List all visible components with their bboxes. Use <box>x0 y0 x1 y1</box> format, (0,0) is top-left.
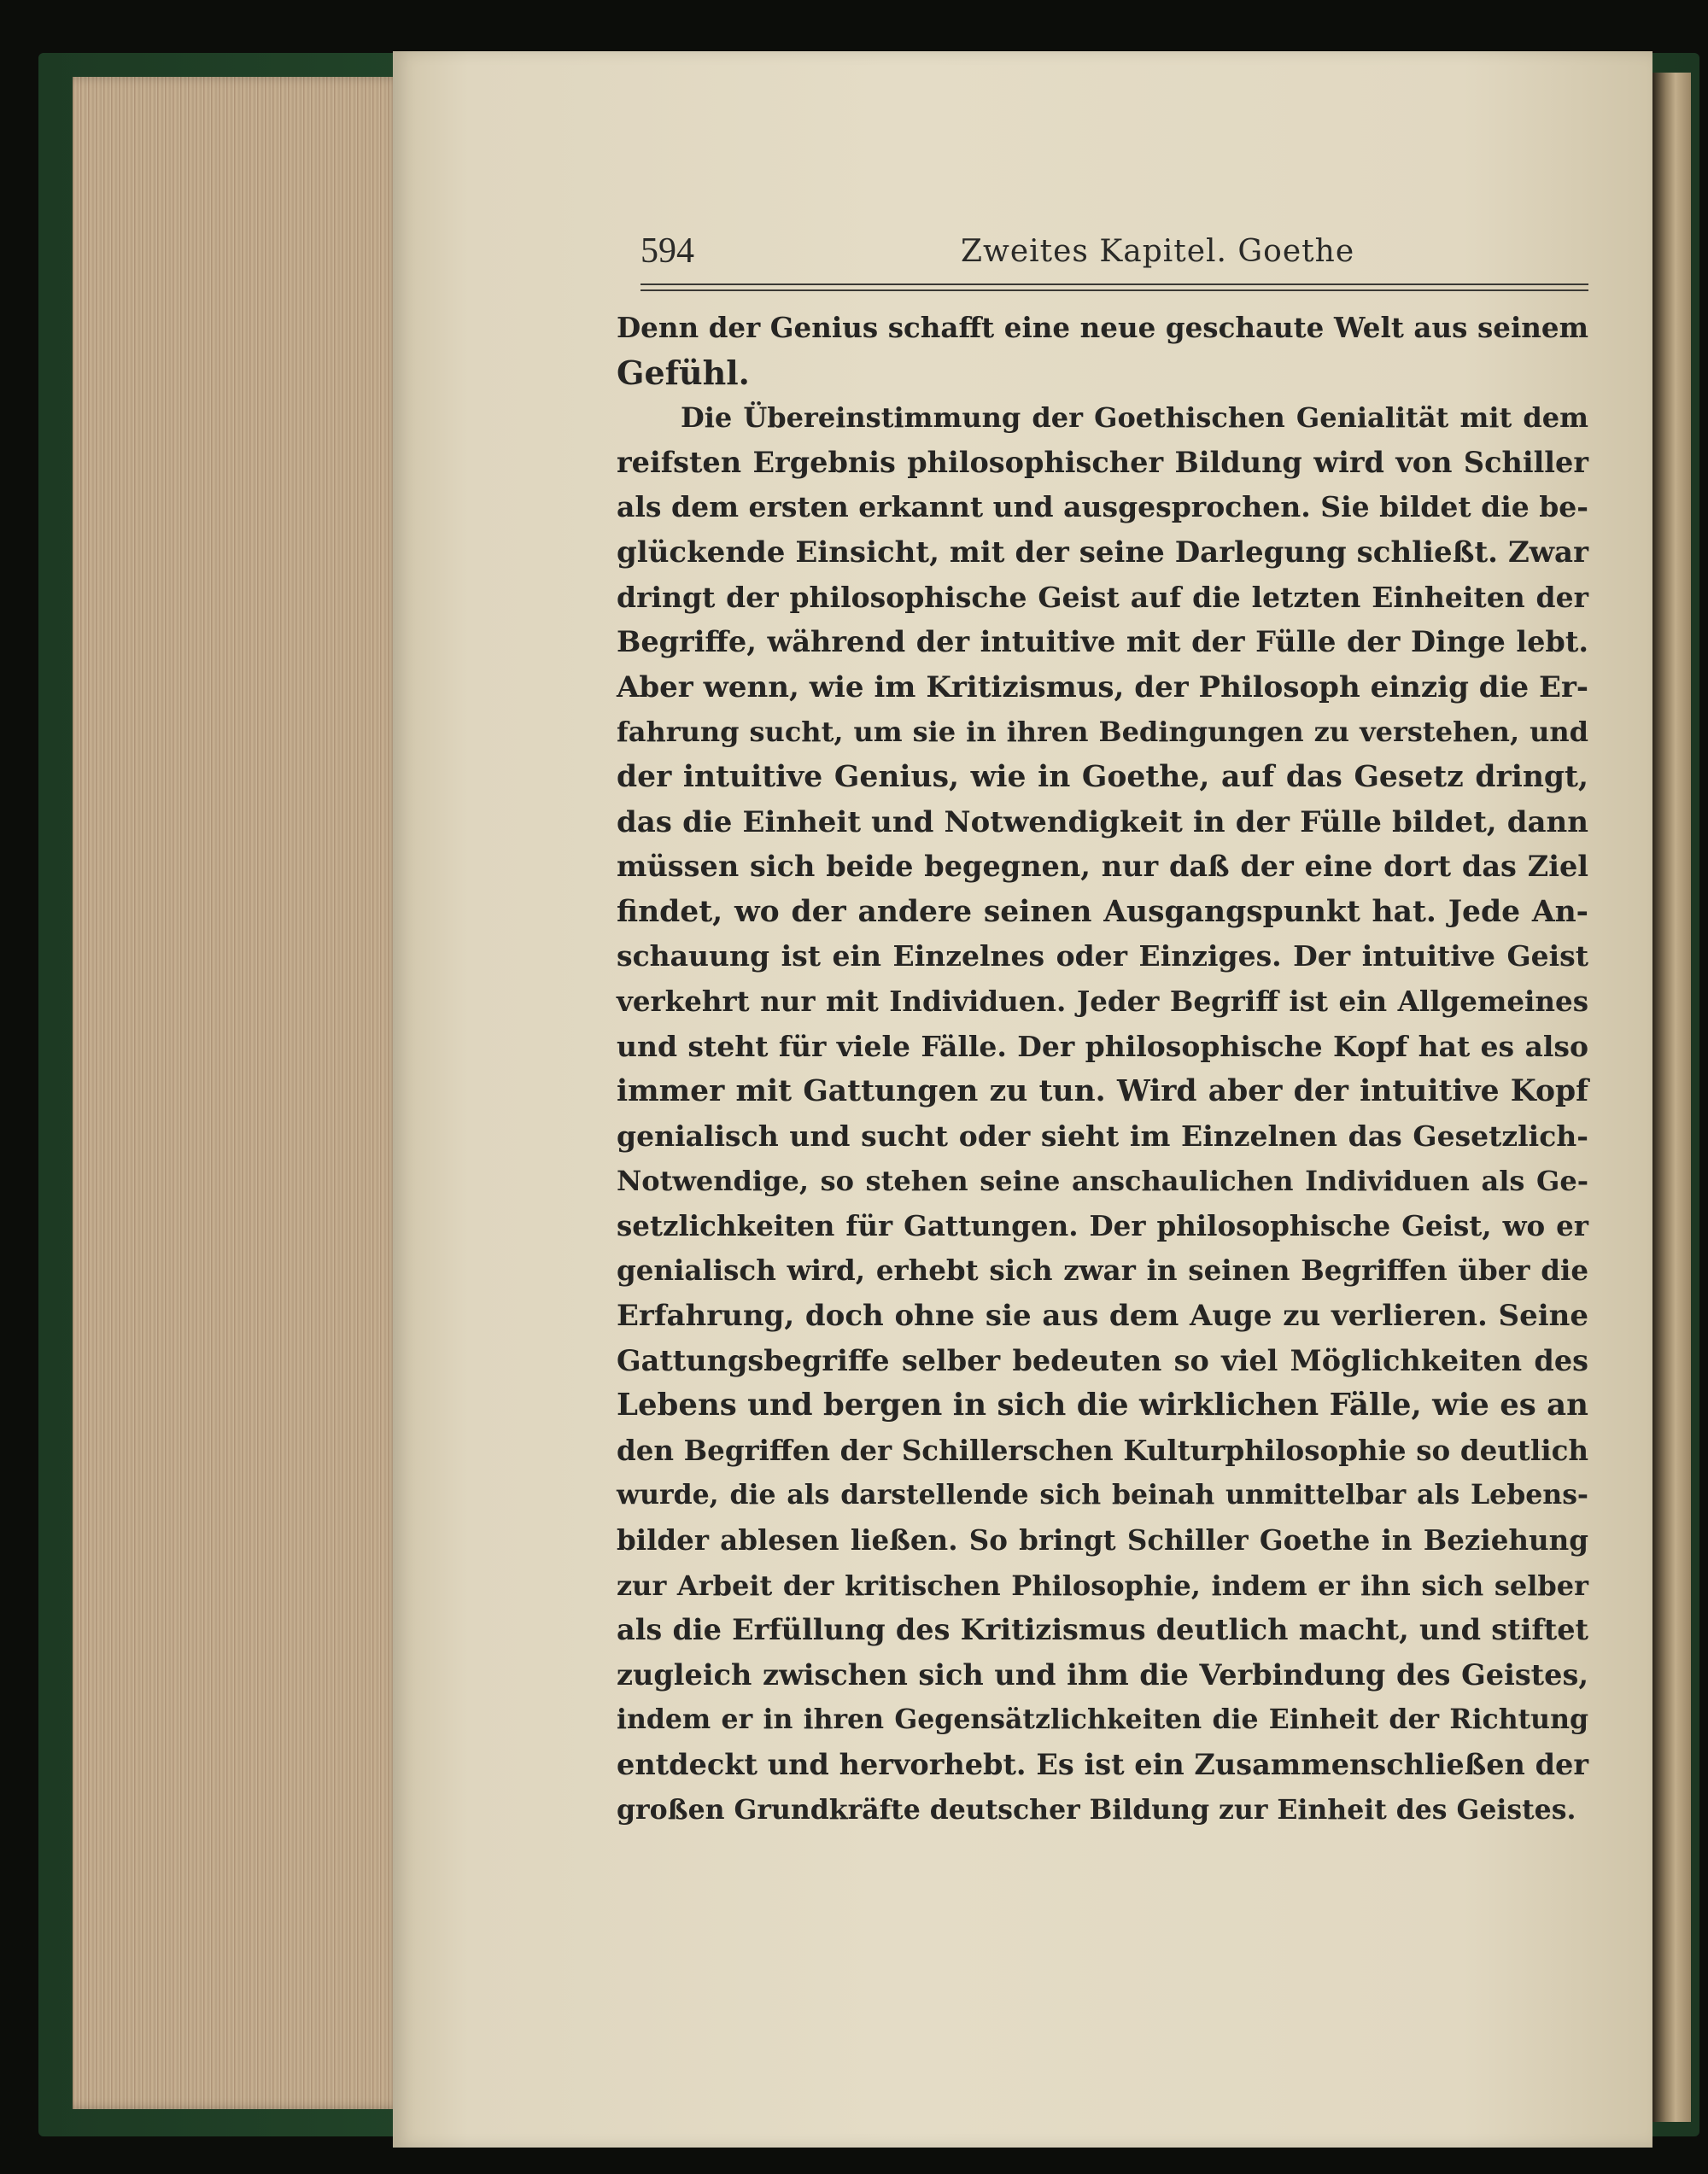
text-line: findet, wo der andere seinen Ausgangspunkt hat. Jede An- <box>617 894 1588 929</box>
text-line: zugleich zwischen sich und ihm die Verbindung des Geistes, <box>617 1657 1588 1692</box>
text-line: wurde, die als darstellende sich beinah unmittelbar als Lebens- <box>617 1479 1588 1511</box>
header-rule <box>640 283 1588 285</box>
page-header <box>640 231 1588 282</box>
page-number: 594 <box>640 231 694 271</box>
facing-page-edge <box>1652 73 1691 2122</box>
text-line: Denn der Genius schafft eine neue geschaute Welt aus seinem <box>617 311 1588 344</box>
text-line: und steht für viele Fälle. Der philosophische Kopf hat es also <box>617 1029 1588 1063</box>
text-line: Die Übereinstimmung der Goethischen Genialität mit dem <box>681 401 1588 435</box>
text-line: immer mit Gattungen zu tun. Wird aber der intuitive Kopf <box>617 1074 1588 1109</box>
text-line: Gefühl. <box>617 353 750 392</box>
text-line: zur Arbeit der kritischen Philosophie, indem er ihn sich selber <box>617 1569 1588 1602</box>
text-line: indem er in ihren Gegensätzlichkeiten die Einheit der Richtung <box>617 1704 1588 1736</box>
text-line: genialisch wird, erhebt sich zwar in seinen Begriffen über die <box>617 1254 1588 1288</box>
text-line: Begriffe, während der intuitive mit der Fülle der Dinge lebt. <box>617 625 1588 659</box>
text-line: als dem ersten erkannt und ausgesprochen. Sie bildet die be- <box>617 490 1588 524</box>
text-line: Erfahrung, doch ohne sie aus dem Auge zu verlieren. Seine <box>617 1299 1588 1334</box>
text-line: müssen sich beide begegnen, nur daß der eine dort das Ziel <box>617 850 1588 884</box>
text-line: Notwendige, so stehen seine anschaulichen Individuen als Ge- <box>617 1165 1588 1198</box>
text-line: glückende Einsicht, mit der seine Darlegung schließt. Zwar <box>617 535 1588 570</box>
text-line: schauung ist ein Einzelnes oder Einziges. Der intuitive Geist <box>617 939 1588 973</box>
text-line: den Begriffen der Schillerschen Kulturphilosophie so deutlich <box>617 1433 1588 1467</box>
text-line: als die Erfüllung des Kritizismus deutlich macht, und stiftet <box>617 1613 1588 1647</box>
body-text <box>617 306 1588 1832</box>
page-block-edges <box>73 77 401 2109</box>
text-line: großen Grundkräfte deutscher Bildung zur Einheit des Geistes. <box>617 1793 1576 1826</box>
text-line: Aber wenn, wie im Kritizismus, der Philosoph einzig die Er- <box>617 669 1588 704</box>
running-head: Zweites Kapitel. Goethe <box>961 234 1355 269</box>
text-line: der intuitive Genius, wie in Goethe, auf das Gesetz dringt, <box>617 759 1588 794</box>
text-line: genialisch und sucht oder sieht im Einzelnen das Gesetzlich- <box>617 1119 1588 1153</box>
text-line: entdeckt und hervorhebt. Es ist ein Zusammenschließen der <box>617 1748 1588 1781</box>
text-line: fahrung sucht, um sie in ihren Bedingungen zu verstehen, und <box>617 716 1588 749</box>
text-line: verkehrt nur mit Individuen. Jeder Begriff ist ein Allgemeines <box>617 984 1588 1018</box>
text-line: Lebens und bergen in sich die wirklichen Fälle, wie es an <box>617 1388 1588 1423</box>
text-line: reifsten Ergebnis philosophischer Bildung wird von Schiller <box>617 445 1588 479</box>
header-rule-thin <box>640 289 1588 291</box>
text-line: setzlichkeiten für Gattungen. Der philosophische Geist, wo er <box>617 1208 1588 1242</box>
text-line: bilder ablesen ließen. So bringt Schiller Goethe in Beziehung <box>617 1523 1588 1557</box>
text-line: das die Einheit und Notwendigkeit in der Fülle bildet, dann <box>617 804 1588 839</box>
text-line: dringt der philosophische Geist auf die letzten Einheiten der <box>617 580 1588 614</box>
text-line: Gattungsbegriffe selber bedeuten so viel Möglichkeiten des <box>617 1343 1588 1377</box>
